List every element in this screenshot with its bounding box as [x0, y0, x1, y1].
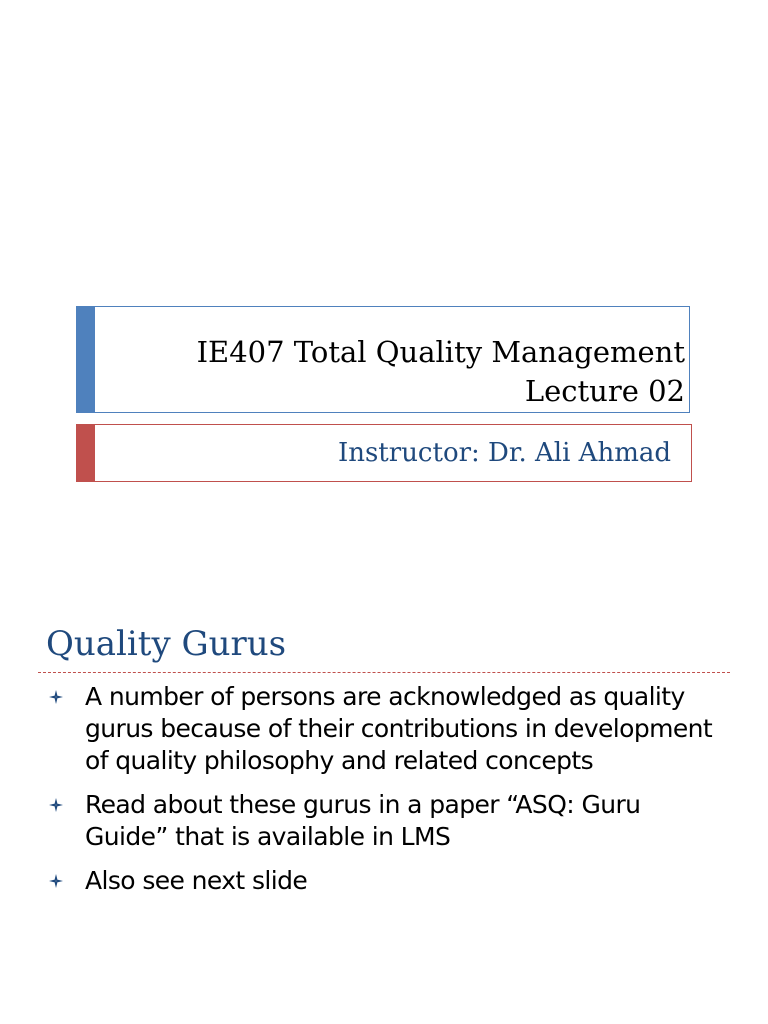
diamond-bullet-icon — [49, 789, 63, 821]
bullet-item — [46, 789, 736, 853]
bullet-list — [46, 681, 736, 909]
bullet-line: Guide” that is available in LMS — [85, 822, 451, 851]
diamond-bullet-icon — [49, 865, 63, 897]
subtitle-box — [76, 424, 692, 482]
bullet-line: of quality philosophy and related concepts — [85, 746, 594, 775]
subtitle-accent-bar — [77, 425, 95, 481]
bullet-line: Read about these gurus in a paper “ASQ: Guru — [85, 790, 641, 819]
content-slide-heading: Quality Gurus — [46, 624, 287, 664]
title-line-1: IE407 Total Quality Management — [196, 335, 685, 369]
diamond-bullet-icon — [49, 681, 63, 713]
bullet-line: Also see next slide — [85, 866, 308, 895]
bullet-item — [46, 681, 736, 777]
slide-title — [197, 333, 685, 411]
bullet-item — [46, 865, 736, 897]
heading-divider — [38, 672, 730, 673]
title-box — [76, 306, 690, 413]
bullet-line: gurus because of their contributions in development — [85, 714, 713, 743]
instructor-subtitle: Instructor: Dr. Ali Ahmad — [337, 438, 671, 468]
title-accent-bar — [77, 307, 95, 412]
title-line-2: Lecture 02 — [524, 374, 685, 408]
bullet-line: A number of persons are acknowledged as quality — [85, 682, 685, 711]
